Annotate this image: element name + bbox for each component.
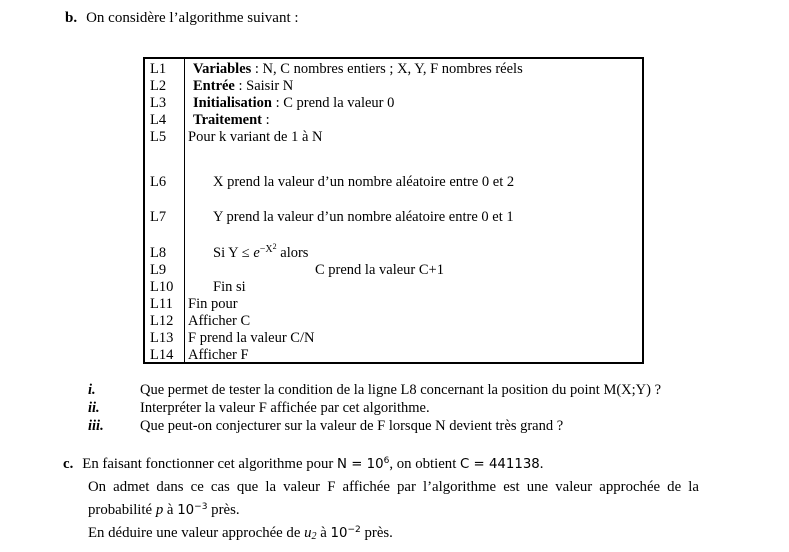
exponent-power: 2 — [272, 242, 277, 251]
algo-row-l13 — [145, 330, 642, 347]
line-number: L2 — [150, 78, 167, 94]
algo-keyword: Variables — [193, 61, 252, 77]
algo-row-l14 — [145, 347, 642, 364]
algo-text: : Saisir N — [234, 78, 294, 94]
c-line3-mid: à — [163, 502, 178, 518]
algo-line-content — [185, 112, 642, 129]
math-base-10: 10 — [330, 526, 348, 541]
u-subscript: 2 — [311, 531, 317, 542]
c-line1-mid: , on obtient — [389, 456, 461, 472]
question-i-label: i. — [88, 382, 96, 398]
algo-row-l2 — [145, 78, 642, 95]
c-line1-end: . — [539, 456, 544, 472]
condition-prefix: Si Y ≤ — [213, 245, 254, 261]
line-number: L11 — [150, 296, 173, 312]
algo-line-content — [185, 78, 642, 95]
math-ten-minus2 — [331, 526, 361, 541]
question-i-text: Que permet de tester la condition de la ligne L8 concernant la position du point M(X;Y) ? — [140, 382, 662, 398]
line-number: L14 — [150, 347, 174, 363]
section-c-line3 — [63, 499, 699, 522]
algo-row-l1 — [145, 61, 642, 78]
line-number: L5 — [150, 129, 167, 145]
c-line4-end: près. — [360, 525, 393, 541]
line-number: L1 — [150, 61, 167, 77]
c-line4-pre: En déduire une valeur approchée de — [88, 525, 305, 541]
exponent — [260, 244, 277, 255]
algo-text: Afficher C — [188, 313, 251, 329]
exponent-base: −X — [259, 244, 273, 255]
algo-text: : — [261, 112, 270, 128]
algo-keyword: Traitement — [193, 112, 262, 128]
question-ii-text: Interpréter la valeur F affichée par cet algorithme. — [140, 400, 430, 416]
algo-row-l9 — [145, 262, 642, 279]
algorithm-table — [143, 57, 644, 364]
algo-row-l5 — [145, 129, 642, 146]
algo-text: Y prend la valeur d’un nombre aléatoire entre 0 et 1 — [213, 209, 514, 225]
question-ii — [88, 399, 661, 417]
c-line3-end: près. — [207, 502, 240, 518]
c-line3-pre: probabilité — [88, 502, 156, 518]
algo-line-content — [185, 95, 642, 112]
algo-text: X prend la valeur d’un nombre aléatoire entre 0 et 2 — [213, 174, 515, 190]
euler-e: e — [253, 245, 260, 261]
question-i — [88, 381, 661, 399]
algo-text: Afficher F — [188, 347, 249, 363]
c-line4-mid: à — [316, 525, 331, 541]
section-c-line1 — [63, 453, 699, 476]
algo-text: : C prend la valeur 0 — [271, 95, 395, 111]
algo-row-l11 — [145, 296, 642, 313]
algo-row-l7 — [145, 209, 642, 226]
section-b-heading — [65, 9, 299, 27]
line-number: L3 — [150, 95, 167, 111]
line-number: L10 — [150, 279, 174, 295]
algo-row-l12 — [145, 313, 642, 330]
algo-condition — [185, 242, 642, 262]
math-n-equals — [337, 457, 389, 472]
probability-p: p — [155, 502, 164, 518]
algo-text: : N, C nombres entiers ; X, Y, F nombres réels — [251, 61, 523, 77]
sub-questions — [88, 381, 661, 435]
line-number: L13 — [150, 330, 174, 346]
math-exp-minus3: −3 — [194, 502, 208, 512]
line-number: L4 — [150, 112, 167, 128]
condition-suffix: alors — [276, 245, 309, 261]
c-line1-pre: En faisant fonctionner cet algorithme pour — [82, 456, 338, 472]
question-ii-label: ii. — [88, 400, 100, 416]
math-n-exponent: 6 — [383, 456, 390, 466]
math-ten-minus3 — [177, 503, 207, 518]
section-c-line4 — [63, 522, 699, 545]
line-number: L6 — [150, 174, 167, 190]
line-number: L12 — [150, 313, 174, 329]
section-b-text: On considère l’algorithme suivant : — [86, 10, 299, 26]
section-c — [63, 453, 699, 545]
algo-row-l8 — [145, 240, 642, 262]
line-number: L9 — [150, 262, 167, 278]
question-iii — [88, 417, 661, 435]
algo-text: Fin si — [213, 279, 246, 295]
question-iii-text: Que peut-on conjecturer sur la valeur de F lorsque N devient très grand ? — [140, 418, 564, 434]
u-variable: u — [304, 525, 312, 541]
math-c-equals: C = 441138 — [460, 457, 540, 472]
math-base-10: 10 — [177, 503, 195, 518]
math-exp-minus2: −2 — [347, 525, 361, 535]
algo-row-l4 — [145, 112, 642, 129]
line-number: L8 — [150, 245, 167, 261]
line-number: L7 — [150, 209, 167, 225]
section-b-label: b. — [65, 10, 78, 26]
algo-row-l10 — [145, 279, 642, 296]
section-c-line2: On admet dans ce cas que la valeur F affichée par l’algorithme est une valeur approchée de la — [88, 479, 699, 495]
section-c-label: c. — [63, 456, 74, 472]
algo-text: F prend la valeur C/N — [188, 330, 315, 346]
algo-text: C prend la valeur C+1 — [315, 262, 444, 278]
algo-row-l3 — [145, 95, 642, 112]
algo-keyword: Initialisation — [193, 95, 272, 111]
algo-text: Pour k variant de 1 à N — [188, 129, 323, 145]
question-iii-label: iii. — [88, 418, 104, 434]
algo-line-content — [185, 61, 642, 78]
algo-row-l6 — [145, 174, 642, 191]
math-n-base: N = 10 — [337, 457, 384, 472]
table-column-divider — [184, 59, 185, 362]
algo-text: Fin pour — [188, 296, 238, 312]
algo-keyword: Entrée — [193, 78, 235, 94]
